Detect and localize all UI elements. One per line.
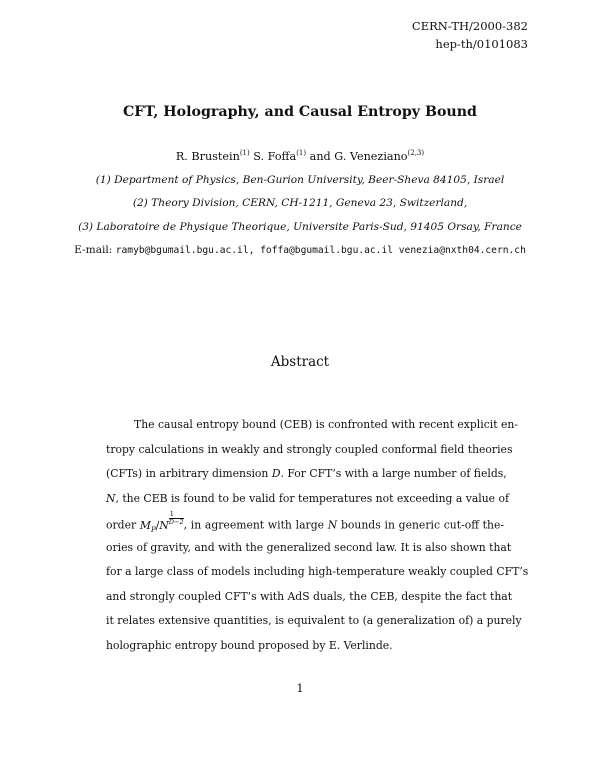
abstract-line: ories of gravity, and with the generalized second law. It is also shown that — [106, 540, 512, 554]
author-name: R. Brustein — [175, 150, 240, 163]
abstract-line: for a large class of models including high-temperature weakly coupled CFT’s — [106, 565, 529, 578]
abstract-line: and strongly coupled CFT’s with AdS duals, the CEB, despite the fact that — [106, 589, 513, 603]
email-label: E-mail: — [74, 244, 113, 256]
preprint-numbers — [412, 17, 528, 53]
author-affiliation-mark: (1) — [296, 149, 307, 157]
email-line — [0, 244, 600, 256]
author-affiliation-mark: (1) — [239, 149, 250, 157]
abstract-line: (CFTs) in arbitrary dimension D. For CFT’s with a large number of fields, — [106, 467, 507, 480]
abstract-line: order $M_P/N$ $\frac{1}{D-2}$ , in agreement with large N bounds in generic cut-off the- — [106, 510, 504, 534]
math-planck-mass: $M_P/N$ $\frac{1}{D-2}$ — [139, 510, 184, 534]
author-conjunction: and — [309, 150, 331, 163]
abstract-line: holographic entropy bound proposed by E. Verlinde. — [106, 638, 393, 652]
report-number: CERN-TH/2000-382 — [411, 19, 528, 33]
email-addresses: ramyb@bgumail.bgu.ac.il, foffa@bgumail.bgu.ac.il venezia@nxth04.cern.ch — [115, 245, 526, 256]
abstract-heading: Abstract — [270, 354, 330, 370]
author-affiliation-mark: (2,3) — [407, 149, 425, 157]
affiliation-3: (3) Laboratoire de Physique Theorique, Universite Paris-Sud, 91405 Orsay, France — [78, 221, 522, 233]
abstract-body — [106, 413, 529, 658]
abstract-line: tropy calculations in weakly and strongly coupled conformal field theories — [106, 442, 513, 456]
author-name: G. Veneziano — [334, 150, 408, 163]
affiliation-2: (2) Theory Division, CERN, CH-1211, Geneva 23, Switzerland, — [132, 197, 468, 209]
arxiv-number: hep-th/0101083 — [435, 37, 528, 51]
abstract-line: it relates extensive quantities, is equivalent to (a generalization of) a purely — [106, 614, 522, 627]
affiliation-1: (1) Department of Physics, Ben-Gurion University, Beer-Sheva 84105, Israel — [95, 174, 505, 186]
math-exponent-fraction: $\frac{1}{D-2}$ — [168, 510, 184, 526]
author-name: S. Foffa — [253, 150, 297, 163]
abstract-line: N, the CEB is found to be valid for temperatures not exceeding a value of — [106, 491, 509, 505]
abstract-line: The causal entropy bound (CEB) is confronted with recent explicit en- — [134, 418, 518, 431]
paper-title: CFT, Holography, and Causal Entropy Bound — [123, 104, 477, 120]
author-list — [0, 149, 600, 163]
page-number: 1 — [296, 681, 304, 695]
